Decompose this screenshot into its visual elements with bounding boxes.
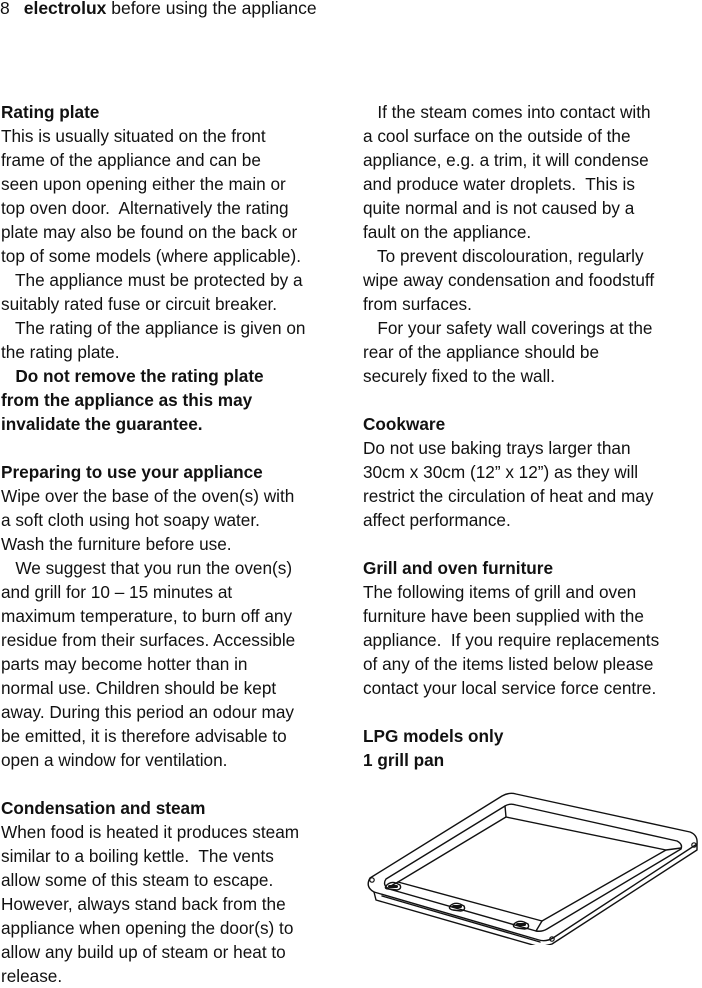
body-line: open a window for ventilation. [1,750,228,770]
body-line: frame of the appliance and can be [1,150,261,170]
body-line: Wipe over the base of the oven(s) with [1,486,295,506]
brand-name: electrolux [23,0,107,18]
body-line: contact your local service force centre. [363,678,657,698]
body-line: To prevent discolouration, regularly [363,246,644,266]
body-line: Wash the furniture before use. [1,534,232,554]
header-subtitle: before using the appliance [111,0,317,18]
left-column [1,100,344,988]
lpg-heading: LPG models only [363,726,504,746]
section-gap [363,388,702,412]
body-line: parts may become hotter than in [1,654,248,674]
body-line: The appliance must be protected by a [1,270,303,290]
condensation-heading: Condensation and steam [1,798,206,818]
warning-line: invalidate the guarantee. [1,414,203,434]
body-line: 30cm x 30cm (12” x 12”) as they will [363,462,639,482]
body-line: wipe away condensation and foodstuff [363,270,655,290]
body-line: away. During this period an odour may [1,702,294,722]
body-line: the rating plate. [1,342,120,362]
rating-plate-section [1,100,344,436]
body-line: of any of the items listed below please [363,654,654,674]
body-line: This is usually situated on the front [1,126,266,146]
page-header [0,0,317,19]
cookware-heading: Cookware [363,414,446,434]
preparing-section [1,460,344,772]
body-line: furniture have been supplied with the [363,606,644,626]
body-line: and grill for 10 – 15 minutes at [1,582,233,602]
warning-line: Do not remove the rating plate [1,366,264,386]
body-line: similar to a boiling kettle. The vents [1,846,274,866]
body-line: When food is heated it produces steam [1,822,300,842]
body-line: If the steam comes into contact with [363,102,651,122]
furniture-section [363,556,702,700]
condensation-section [1,796,344,988]
body-line: appliance. If you require replacements [363,630,660,650]
body-line: securely fixed to the wall. [363,366,556,386]
right-column [363,100,702,772]
rating-plate-heading: Rating plate [1,102,100,122]
body-line: normal use. Children should be kept [1,678,277,698]
page-number: 8 [0,0,10,18]
body-line: seen upon opening either the main or [1,174,286,194]
body-line: maximum temperature, to burn off any [1,606,293,626]
body-line: a cool surface on the outside of the [363,126,631,146]
body-line: For your safety wall coverings at the [363,318,653,338]
body-line: Do not use baking trays larger than [363,438,631,458]
body-line: and produce water droplets. This is [363,174,635,194]
preparing-heading: Preparing to use your appliance [1,462,263,482]
cookware-section [363,412,702,532]
section-gap [1,436,344,460]
body-line: However, always stand back from the [1,894,286,914]
body-line: top oven door. Alternatively the rating [1,198,289,218]
section-gap [363,700,702,724]
body-line: fault on the appliance. [363,222,532,242]
body-line: top of some models (where applicable). [1,246,301,266]
section-gap [1,772,344,796]
lpg-section [363,724,702,772]
body-line: rear of the appliance should be [363,342,600,362]
body-line: suitably rated fuse or circuit breaker. [1,294,278,314]
body-line: The rating of the appliance is given on [1,318,306,338]
body-line: a soft cloth using hot soapy water. [1,510,260,530]
body-line: be emitted, it is therefore advisable to [1,726,287,746]
body-line: release. [1,966,63,986]
body-line: residue from their surfaces. Accessible [1,630,296,650]
body-line: allow some of this steam to escape. [1,870,274,890]
body-line: appliance when opening the door(s) to [1,918,294,938]
section-gap [363,532,702,556]
body-line: affect performance. [363,510,511,530]
body-line: from surfaces. [363,294,472,314]
body-line: plate may also be found on the back or [1,222,298,242]
body-line: allow any build up of steam or heat to [1,942,286,962]
body-line: quite normal and is not caused by a [363,198,635,218]
body-line: appliance, e.g. a trim, it will condense [363,150,649,170]
body-line: The following items of grill and oven [363,582,637,602]
steam-continued-section [363,100,702,388]
body-line: restrict the circulation of heat and may [363,486,654,506]
furniture-heading: Grill and oven furniture [363,558,554,578]
grill-pan-item: 1 grill pan [363,750,445,770]
grill-pan-illustration [364,790,700,945]
body-line: We suggest that you run the oven(s) [1,558,293,578]
warning-line: from the appliance as this may [1,390,253,410]
